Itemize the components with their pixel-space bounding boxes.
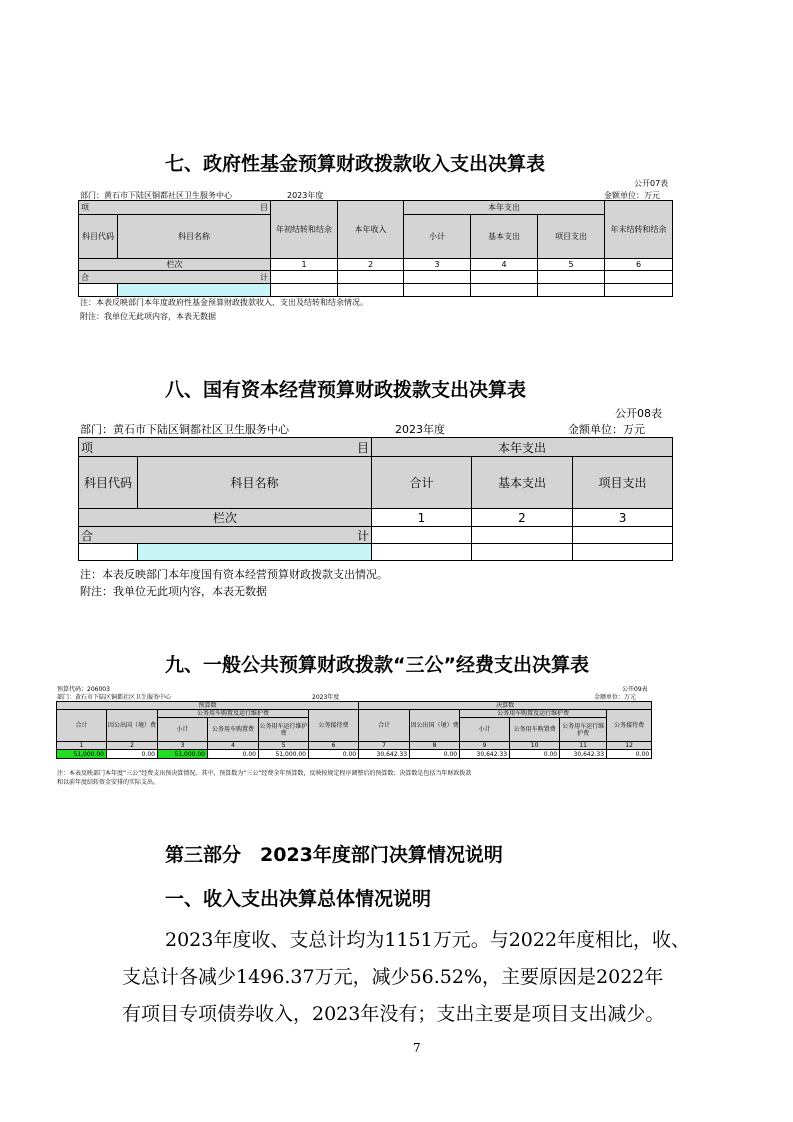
col-num: 10 <box>510 742 560 750</box>
value-cell: 51,000.00 <box>57 750 107 759</box>
header-xiang-mu <box>79 201 271 215</box>
col-num: 4 <box>208 742 259 750</box>
part3-subheading: 一、收入支出决算总体情况说明 <box>165 888 432 910</box>
col-num: 3 <box>573 509 673 527</box>
col-num: 2 <box>107 742 158 750</box>
header-mu: 目 <box>260 203 268 212</box>
header-heji: 合计 <box>359 710 410 742</box>
section8-note: 注：本表反映部门本年度国有资本经营预算财政拨款支出情况。 <box>80 568 388 581</box>
header-yunxing: 公务用车运行维护费 <box>259 718 309 742</box>
label-ji: 计 <box>356 528 369 543</box>
section9-note-cont: 和以前年度结转资金安排的实际支出。 <box>57 779 160 786</box>
section9-table-code: 公开09表 <box>622 686 648 693</box>
label-ji: 计 <box>260 272 268 282</box>
header-yingong-chuguo: 因公出国（境）费 <box>107 710 158 742</box>
header-xiaoji: 小计 <box>460 718 510 742</box>
label-he: 合 <box>81 272 89 282</box>
section9-title: 九、一般公共预算财政拨款“三公”经费支出决算表 <box>165 654 589 676</box>
header-xiaoji: 小计 <box>404 215 471 259</box>
value-cell: 30,642.33 <box>460 750 510 759</box>
section7-title: 七、政府性基金预算财政拨款收入支出决算表 <box>165 153 546 175</box>
header-bennian-shouru: 本年收入 <box>338 201 404 259</box>
col-num: 1 <box>57 742 107 750</box>
value-cell: 0.00 <box>410 750 460 759</box>
section8-year: 2023年度 <box>395 423 445 436</box>
section8-remark: 附注：我单位无此项内容，本表无数据 <box>80 585 267 598</box>
header-nianmo: 年末结转和结余 <box>605 201 673 259</box>
header-jiben-zhichu: 基本支出 <box>472 457 573 509</box>
header-nianchu: 年初结转和结余 <box>271 201 338 259</box>
value-cell: 0.00 <box>607 750 652 759</box>
section9-dept: 部门：黄石市下陆区铜都社区卫生服务中心 <box>57 694 172 701</box>
col-num: 2 <box>338 259 404 271</box>
section7-note: 注：本表反映部门本年度政府性基金预算财政拨款收入、支出及结转和结余情况。 <box>80 298 368 307</box>
header-gongwu-yongche: 公务用车购置及运行维护费 <box>158 710 309 718</box>
paragraph-line: 有项目专项债券收入，2023年没有；支出主要是项目支出减少。 <box>122 1003 665 1025</box>
col-num: 3 <box>158 742 208 750</box>
row-lanci: 栏次 <box>79 259 271 271</box>
header-bennian-zhichu: 本年支出 <box>404 201 605 215</box>
header-gouzhi: 公务用车购置费 <box>208 718 259 742</box>
value-cell: 0.00 <box>510 750 560 759</box>
col-num: 6 <box>309 742 359 750</box>
header-mu: 目 <box>356 440 369 455</box>
col-num: 12 <box>607 742 652 750</box>
header-xiangmu-zhichu: 项目支出 <box>538 215 605 259</box>
header-yusuan: 预算数 <box>57 702 359 710</box>
header-gongwu-yongche: 公务用车购置及运行维护费 <box>460 710 607 718</box>
header-bennian-zhichu: 本年支出 <box>372 438 673 457</box>
header-yingong-chuguo: 因公出国（境）费 <box>410 710 460 742</box>
paragraph-line: 支总计各减少1496.37万元，减少56.52%，主要原因是2022年 <box>122 966 664 988</box>
header-yunxing: 公务用车运行维护费 <box>560 718 607 742</box>
section9-unit: 金额单位：万元 <box>594 694 637 701</box>
col-num: 6 <box>605 259 673 271</box>
header-heji: 合计 <box>57 710 107 742</box>
value-cell: 30,642.33 <box>560 750 607 759</box>
col-num: 9 <box>460 742 510 750</box>
header-xiang-mu <box>79 438 372 457</box>
header-kemu-daima: 科目代码 <box>79 215 118 259</box>
header-gongwu-jiedai: 公务接待费 <box>309 710 359 742</box>
section7-year: 2023年度 <box>287 191 324 200</box>
section9-code-line: 预算代码：206003 <box>57 686 110 693</box>
header-gongwu-jiedai: 公务接待费 <box>607 710 652 742</box>
value-cell: 30,642.33 <box>359 750 410 759</box>
page-number: 7 <box>413 1041 421 1055</box>
value-cell: 51,000.00 <box>158 750 208 759</box>
row-heji <box>79 527 372 544</box>
header-juesuan: 决算数 <box>359 702 652 710</box>
row-lanci: 栏次 <box>79 509 372 527</box>
col-num: 5 <box>538 259 605 271</box>
value-cell: 51,000.00 <box>259 750 309 759</box>
header-kemu-mingcheng: 科目名称 <box>138 457 372 509</box>
header-kemu-mingcheng: 科目名称 <box>118 215 271 259</box>
section8-unit: 金额单位：万元 <box>568 423 645 436</box>
col-num: 1 <box>372 509 472 527</box>
col-num: 7 <box>359 742 410 750</box>
section9-year: 2023年度 <box>312 694 340 701</box>
value-cell: 0.00 <box>107 750 158 759</box>
col-num: 3 <box>404 259 471 271</box>
col-num: 11 <box>560 742 607 750</box>
col-num: 5 <box>259 742 309 750</box>
header-xiang: 项 <box>81 203 89 212</box>
header-xiangmu-zhichu: 项目支出 <box>573 457 673 509</box>
row-heji <box>79 271 271 284</box>
value-cell: 0.00 <box>309 750 359 759</box>
section9-table <box>56 701 652 759</box>
section7-table-code: 公开07表 <box>634 179 669 188</box>
section7-table <box>78 200 673 297</box>
part3-heading: 第三部分 2023年度部门决算情况说明 <box>165 844 503 866</box>
section8-table <box>78 437 673 561</box>
section8-dept: 部门：黄石市下陆区铜都社区卫生服务中心 <box>80 423 289 436</box>
label-he: 合 <box>81 528 94 543</box>
col-num: 1 <box>271 259 338 271</box>
paragraph-line: 2023年度收、支总计均为1151万元。与2022年度相比，收、 <box>165 929 691 951</box>
header-jiben-zhichu: 基本支出 <box>471 215 538 259</box>
header-kemu-daima: 科目代码 <box>79 457 138 509</box>
section7-remark: 附注：我单位无此项内容，本表无数据 <box>80 312 216 321</box>
section8-title: 八、国有资本经营预算财政拨款支出决算表 <box>165 379 527 401</box>
col-num: 8 <box>410 742 460 750</box>
header-xiaoji: 小计 <box>158 718 208 742</box>
header-gouzhi: 公务用车购置费 <box>510 718 560 742</box>
header-xiang: 项 <box>81 440 94 455</box>
section7-dept: 部门：黄石市下陆区铜都社区卫生服务中心 <box>80 191 232 200</box>
section8-table-code: 公开08表 <box>615 407 662 420</box>
col-num: 2 <box>472 509 573 527</box>
header-heji: 合计 <box>372 457 472 509</box>
col-num: 4 <box>471 259 538 271</box>
section7-unit: 金额单位：万元 <box>604 191 660 200</box>
value-cell: 0.00 <box>208 750 259 759</box>
section9-note: 注：本表反映部门本年度“三公”经费支出预决算情况。其中，预算数为“三公”经费全年预算数，反映按规定程序调整后的预算数；决算数是包括当年财政拨款 <box>57 770 472 777</box>
